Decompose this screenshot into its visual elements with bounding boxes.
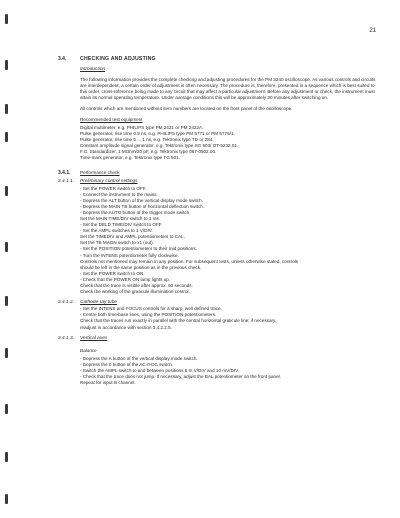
equipment-heading: Recommended test equipment: [80, 116, 143, 122]
binder-mark: [5, 60, 8, 70]
procedure-step: - Set the POSITION potentiometers to their mid positions.: [80, 246, 197, 252]
procedure-step: - Connect the instrument to the mains.: [80, 191, 158, 197]
procedure-step: - Switch the AMPL switch to and between positions 5 m V/DIV and 10 mV/DIV.: [80, 368, 239, 374]
procedure-step: - Set the AMPL switches to 1 V/DIV.: [80, 228, 153, 234]
section-number: 3.4.: [58, 56, 67, 62]
binder-mark: [5, 186, 8, 196]
equipment-item: Pulse generator, rise time 5 ... 1 ns, e.g. Tektronix type TD or 284.: [80, 136, 214, 142]
binder-mark: [5, 104, 8, 114]
procedure-step: Check the working of the graticule illumination control.: [80, 289, 190, 295]
procedure-step: Set the TIMEDIV and AMPL potentiometers to CAL.: [80, 234, 185, 240]
procedure-step: - Set the INTENS and FOCUS controls for a sharp, well defined trace.: [80, 306, 222, 312]
procedure-step: readjust in accordance with section 3.4.2.2.5.: [80, 324, 172, 330]
page-number: 21: [369, 28, 376, 34]
procedure-step: - Depress the ALT button of the vertical display mode switch.: [80, 197, 203, 203]
equipment-item: Pulse generator, rise time 0.8 ns, e.g. PHILIPS type PM 5771 or PM 5776/1.: [80, 130, 235, 136]
procedure-step: Repeat for input B channel.: [80, 380, 136, 386]
section-heading: [58, 56, 376, 62]
section-heading: [58, 170, 376, 176]
subsection-number: 3.4.1.3.: [58, 335, 75, 341]
subsection-heading: [58, 336, 376, 342]
procedure-step: - Set the POWER switch to ON.: [80, 270, 145, 276]
procedure-step: Set the TB MAGN switch to x1 (out).: [80, 240, 154, 246]
procedure-step: - Check that the trace does not jump. If necessary, adjust the BAL potentiometer on the front panel.: [80, 374, 281, 380]
subsection-number: 3.4.1.2.: [58, 300, 75, 306]
procedure-step: - Set the POWER switch to OFF.: [80, 185, 147, 191]
equipment-item: Digital multimeter, e.g. PHILIPS type PM 2421 or PM 2422A.: [80, 124, 204, 130]
binder-mark: [5, 242, 8, 252]
procedure-steps: [80, 306, 376, 330]
equipment-item: F.G. Standardizer, 1 MOhm/20 pF, e.g. Tektronix type 067-0502.00.: [80, 149, 217, 155]
equipment-item: Constant amplitude signal generator, e.g. Tektronix type SG 503/ OT-5232.01.: [80, 143, 239, 149]
procedure-step: should be left in the same position as in the previous check.: [80, 264, 202, 270]
binder-mark: [5, 132, 8, 142]
procedure-step: - Turn the INTENS potentiometer fully clockwise.: [80, 252, 179, 258]
section-number: 3.4.1.: [58, 170, 71, 177]
subsection-title: Vertical axes: [80, 335, 108, 341]
section-title: Performance check: [80, 170, 120, 176]
equipment-item: Time-mark generator, e.g. Tektronix type TG 501.: [80, 155, 181, 161]
subsection-title: Cathode-ray tube: [80, 300, 118, 306]
procedure-step: Set the MAIN TIME/DIV switch to 1 ms.: [80, 215, 161, 221]
procedure-step: - Depress the MAIN TB button of horizontal deflection switch.: [80, 203, 205, 209]
equipment-list: [80, 125, 376, 162]
document-body: [58, 56, 376, 386]
subsection-title: Preliminary control settings: [80, 179, 138, 185]
procedure-step: Check that the trace is visible after approx. 60 seconds.: [80, 283, 193, 288]
balance-heading: Balance: [80, 347, 97, 353]
procedure-steps: [80, 186, 376, 296]
procedure-step: Check that the traces run exactly in parallel with the central horizontal graticule line; if necessary,: [80, 318, 277, 324]
binder-mark: [5, 348, 8, 358]
procedure-step: - Centre both time-base lines, using the POSITION potentiometers.: [80, 312, 217, 318]
binder-mark: [5, 494, 8, 504]
procedure-steps: [80, 348, 376, 387]
subsection-number: 3.4.1.1.: [58, 179, 75, 185]
binder-mark: [5, 404, 8, 414]
procedure-step: - Depress the AUTO button of the trigger mode switch.: [80, 209, 191, 215]
procedure-step: - Depress the 0 button of the AC-0-DC switch.: [80, 361, 174, 367]
intro-paragraph: All controls which are mentioned without item numbers are located on the front panel of the oscilloscope.: [80, 105, 293, 111]
procedure-step: - Depress the A button of the vertical display mode switch.: [80, 355, 198, 361]
binder-mark: [5, 452, 8, 462]
procedure-step: - Set the DELD TIME/DIV switch to OFF.: [80, 222, 163, 228]
intro-paragraph: The following information provides the complete checking and adjusting procedures for the PM 3240 oscilloscope. As various controls and circuits are interdependent, a certain order of adjustment is often necessary. The procedure is, therefore, presented in a sequence which is best suited to this order, cross-reference being made to any circuit that may affect a particular adjustment. Before any adjustment or check, the instrument must attain its normal operating temperature. Under average conditions this will be approximately 30 minutes after switching on.: [80, 77, 376, 101]
procedure-step: - Check that the POWER ON lamp lights up.: [80, 276, 171, 282]
section-title: CHECKING AND ADJUSTING: [80, 56, 156, 62]
intro-heading: Introduction: [80, 67, 106, 73]
procedure-step: Controls not mentioned may remain in any position. For subsequent tests, unless otherwise stated, controls: [80, 258, 299, 264]
binder-mark: [5, 14, 8, 24]
binder-mark: [5, 296, 8, 306]
